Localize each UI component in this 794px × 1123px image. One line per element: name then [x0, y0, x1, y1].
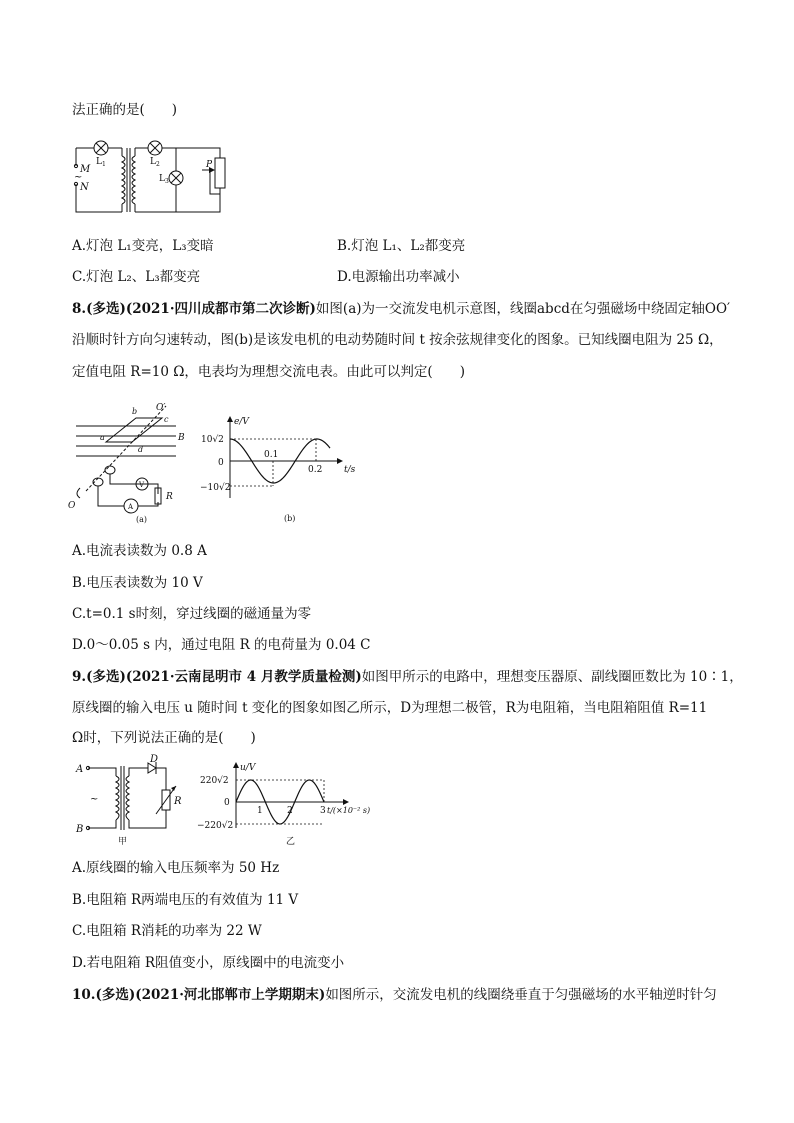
q10-stem-line1 — [72, 985, 717, 1005]
q9-label-r: R — [174, 796, 182, 807]
q9yi-x-tick-1: 1 — [257, 806, 263, 816]
q7-label-n: N — [80, 182, 89, 193]
q9-caption-jia: 甲 — [118, 837, 128, 846]
q8-stem-line1 — [72, 299, 730, 319]
q9-stem-line1 — [72, 667, 743, 687]
q9-figure-yi-graph — [196, 758, 382, 848]
q7-label-l1: L — [96, 157, 102, 167]
q8b-y-axis-label: e/V — [234, 417, 249, 427]
q8a-ammeter-label: A — [128, 503, 134, 511]
q8b-x-axis-label: t/s — [344, 465, 356, 475]
q8a-label-d: d — [138, 445, 144, 454]
q9-stem-text1: 如图甲所示的电路中，理想变压器原、副线圈匝数比为 10∶1， — [361, 669, 743, 685]
q8-option-a: A.电流表读数为 0.8 A — [72, 543, 207, 559]
q8-stem-line2: 沿顺时针方向匀速转动，图(b)是该发电机的电动势随时间 t 按余弦规律变化的图象。已知线圈电阻为 25 Ω， — [72, 332, 723, 348]
q8a-label-o: O — [68, 501, 76, 511]
q9-label-d: D — [150, 754, 159, 765]
q9-option-b: B.电阻箱 R两端电压的有效值为 11 V — [72, 892, 299, 908]
q7-stem-tail: 法正确的是( ) — [72, 102, 178, 118]
q8-figure-a-generator — [66, 396, 196, 526]
q9yi-y-axis-label: u/V — [240, 763, 256, 773]
q8a-label-r: R — [166, 492, 173, 502]
q7-option-c: C.灯泡 L₂、L₃都变亮 — [72, 269, 201, 285]
q8b-x-tick-1: 0.1 — [264, 450, 279, 460]
q9-caption-yi: 乙 — [286, 837, 296, 847]
q9yi-y-bottom-tick: −220√2 — [197, 821, 234, 831]
q9-number: 9.(多选)(2021·云南昆明市 4 月教学质量检测) — [72, 669, 362, 685]
q9-label-a: A — [76, 764, 84, 775]
q8b-y-bottom-tick: −10√2 — [200, 483, 231, 493]
q8-figure-b-graph — [200, 412, 366, 528]
q8b-caption: (b) — [284, 514, 296, 523]
q7-label-l3-sub: 3 — [165, 178, 169, 185]
q9-option-a: A.原线圈的输入电压频率为 50 Hz — [72, 860, 280, 876]
q8b-x-tick-2: 0.2 — [308, 465, 323, 475]
q8a-label-field: B — [178, 433, 185, 443]
q8a-label-c: c — [164, 415, 169, 424]
q7-label-m: M — [80, 164, 91, 175]
q8b-y-top-tick: 10√2 — [201, 435, 224, 445]
q7-label-l2: L — [150, 157, 156, 167]
q7-label-tilde: ~ — [74, 172, 83, 183]
q7-option-b: B.灯泡 L₁、L₂都变亮 — [337, 238, 466, 254]
q7-label-l3: L — [159, 174, 165, 184]
q9-label-b: B — [76, 824, 84, 835]
q8a-label-a: a — [100, 433, 105, 442]
q8b-zero: 0 — [218, 458, 224, 468]
q9-stem-line2: 原线圈的输入电压 u 随时间 t 变化的图象如图乙所示，D为理想二极管，R为电阻箱，当电阻箱阻值 R=11 — [72, 700, 708, 716]
q9yi-zero: 0 — [224, 798, 230, 808]
q8a-caption: (a) — [136, 515, 148, 524]
q9-option-c: C.电阻箱 R消耗的功率为 22 W — [72, 923, 262, 939]
q8-number: 8.(多选)(2021·四川成都市第二次诊断) — [72, 301, 316, 317]
q10-stem-text1: 如图所示，交流发电机的线圈绕垂直于匀强磁场的水平轴逆时针匀 — [325, 987, 717, 1003]
q10-number: 10.(多选)(2021·河北邯郸市上学期期末) — [72, 987, 326, 1003]
q8-option-c: C.t=0.1 s时刻，穿过线圈的磁通量为零 — [72, 606, 312, 622]
q8-stem-text1: 如图(a)为一交流发电机示意图，线圈abcd在匀强磁场中绕固定轴OO′ — [315, 301, 731, 317]
q8a-label-o1: O′ — [156, 403, 166, 413]
q8-option-b: B.电压表读数为 10 V — [72, 575, 203, 591]
q9yi-y-top-tick: 220√2 — [200, 776, 229, 786]
q7-label-l2-sub: 2 — [156, 161, 160, 168]
q8-option-d: D.0～0.05 s 内，通过电阻 R 的电荷量为 0.04 C — [72, 637, 371, 653]
q7-option-d: D.电源输出功率减小 — [337, 269, 460, 285]
q8-stem-line3: 定值电阻 R=10 Ω，电表均为理想交流电表。由此可以判定( ) — [72, 364, 465, 380]
q9yi-x-tick-3: 3 — [320, 806, 326, 816]
q7-circuit-diagram — [70, 134, 230, 216]
q9-option-d: D.若电阻箱 R阻值变小，原线圈中的电流变小 — [72, 955, 345, 971]
q9-label-tilde: ~ — [90, 794, 99, 805]
q9-stem-line3: Ω时，下列说法正确的是( ) — [72, 730, 256, 746]
q8a-label-b: b — [132, 407, 138, 416]
q8a-voltmeter-label: V — [139, 481, 145, 489]
q7-label-l1-sub: 1 — [102, 161, 106, 168]
q9yi-x-axis-label: t/(×10⁻² s) — [327, 806, 371, 815]
q7-option-a: A.灯泡 L₁变亮，L₃变暗 — [72, 238, 214, 254]
q7-label-p: P — [206, 160, 213, 170]
q9yi-x-tick-2: 2 — [287, 806, 293, 816]
q9-figure-jia-circuit — [70, 754, 195, 846]
